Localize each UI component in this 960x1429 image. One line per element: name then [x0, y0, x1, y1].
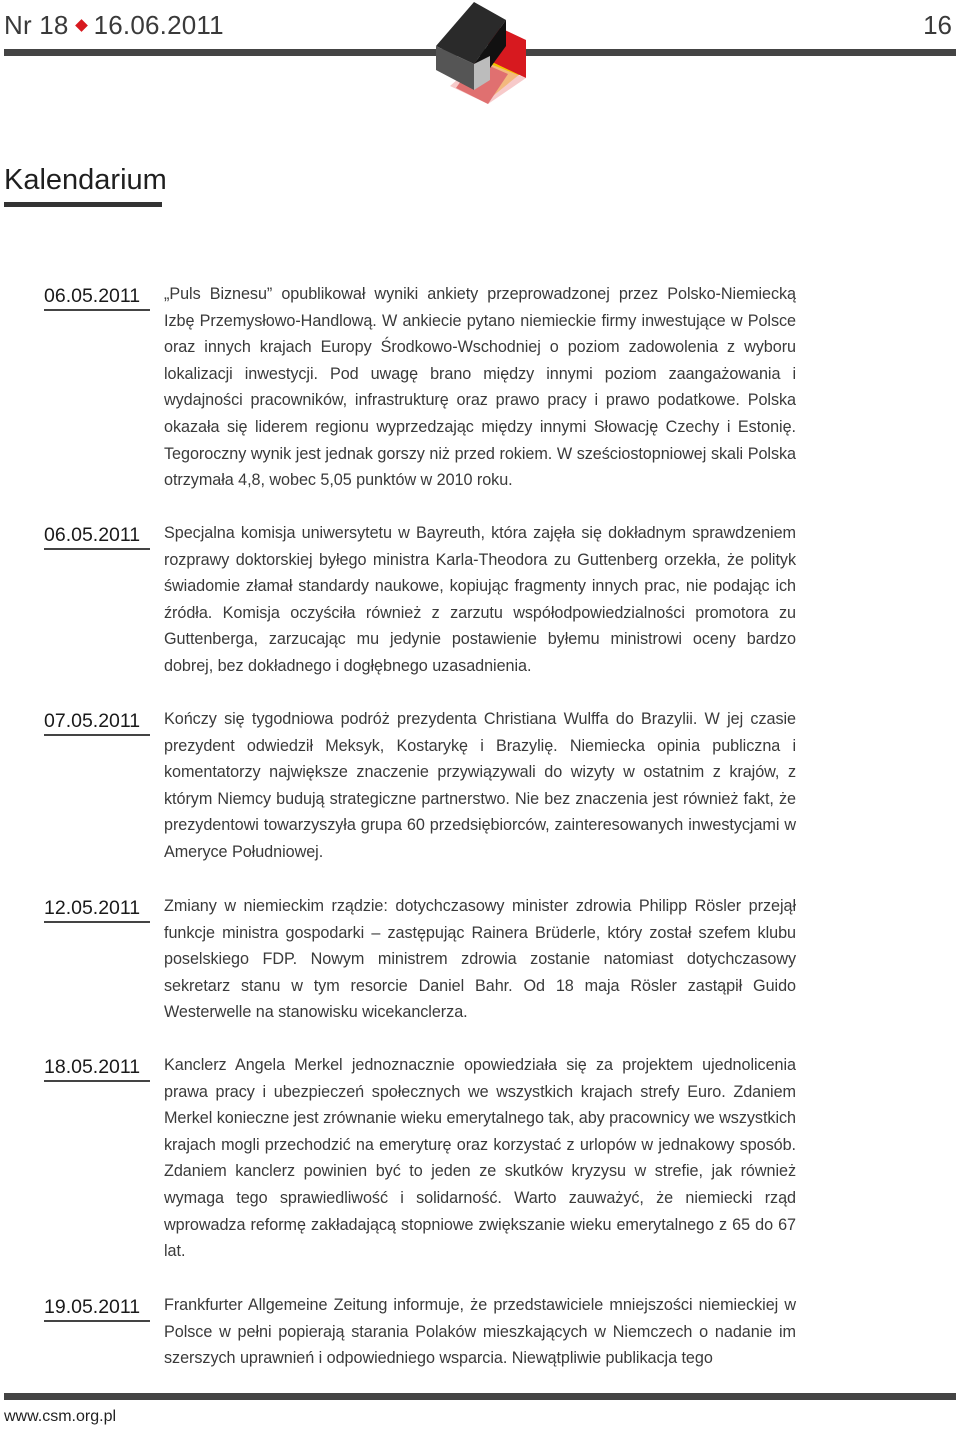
footer-rule — [4, 1393, 956, 1400]
issue-header — [4, 10, 224, 41]
entry-text: Specjalna komisja uniwersytetu w Bayreuth, która zajęła się dokładnym sprawdzeniem rozprawy doktorskiej byłego ministra Karla-Theodora zu Guttenberg orzekła, że polityk świadomie złamał standardy naukowe, kopiując fragmenty innych prac, nie podając ich źródła. Komisja oczyściła również z zarzutu współodpowiedzialności promotora zu Guttenberga, zarzucając mu jedynie postawienie byłemu ministrowi oceny bardzo dobrej, bez dokładnego i dogłębnego uzasadnienia. — [164, 524, 796, 675]
section-title: Kalendarium — [4, 164, 167, 196]
diamond-icon — [75, 19, 88, 32]
entry-date: 06.05.2011 — [44, 284, 150, 311]
entry-text: Kończy się tygodniowa podróż prezydenta Christiana Wulffa do Brazylii. W jej czasie prezydent odwiedził Meksyk, Kostarykę i Brazylię. Niemiecka opinia publiczna i komentatorzy największe znaczenie przywiązywali do wizyty w ostatnim z krajów, z którym Niemcy budują strategiczne partnerstwo. Nie bez znaczenia jest również fakt, że prezydentowi towarzyszyła grupa 60 przedsiębiorców, zainteresowanych inwestycjami w Ameryce Południowej. — [164, 710, 796, 861]
entry-date: 19.05.2011 — [44, 1295, 150, 1322]
entry-text: „Puls Biznesu” opublikował wyniki ankiety przeprowadzonej przez Polsko-Niemiecką Izbę Przemysłowo-Handlową. W ankiecie pytano niemieckie firmy inwestujące w Polsce oraz innych krajach Europy Środkowo-Wschodniej o poziom zadowolenia z wyboru lokalizacji inwestycji. Pod uwagę brano między innymi poziom zaangażowania i wydajności pracowników, infrastrukturę oraz prawo pracy i prawo podatkowe. Polska okazała się liderem regionu wyprzedzając między innymi Słowację Czechy i Estonię. Tegoroczny wynik jest jednak gorszy niż przed rokiem. W sześciostopniowej skali Polska otrzymała 4,8, wobec 5,05 punktów w 2010 roku. — [164, 285, 796, 490]
entry-text: Frankfurter Allgemeine Zeitung informuje, że przedstawiciele mniejszości niemieckiej w Polsce w pełni popierają starania Polaków mieszkających w Niemczech o nadanie im szerszych uprawnień i odpowiedniego wsparcia. Niewątpliwie publikacja tego — [164, 1296, 796, 1368]
issue-date: 16.06.2011 — [93, 10, 224, 40]
entry-date: 18.05.2011 — [44, 1055, 150, 1082]
page-number: 16 — [923, 10, 952, 40]
entry-text: Zmiany w niemieckim rządzie: dotychczasowy minister zdrowia Philipp Rösler przejął funkcje ministra gospodarki – zastępując Rainera Brüderle, który został szefem klubu poselskiego FDP. Nowym ministrem zdrowia zostanie natomiast dotychczasowy sekretarz stanu w tym resorcie Daniel Bahr. Od 18 maja Rösler zastąpił Guido Westerwelle na stanowisku wicekanclerza. — [164, 897, 796, 1022]
footer-url: www.csm.org.pl — [4, 1408, 117, 1425]
entry-text: Kanclerz Angela Merkel jednoznacznie opowiedziała się za projektem ujednolicenia prawa pracy i ubezpieczeń społecznych we wszystkich krajach strefy Euro. Zdaniem Merkel konieczne jest zrównanie wieku emerytalnego tak, aby pracownicy we wszystkich krajach mogli przechodzić na emeryturę oraz korzystać z urlopów w jednakowy sposób. Zdaniem kanclerz powinien być to jeden ze skutków kryzysu w strefie, jak również wymaga tego sprawiedliwość i solidarność. Warto zauważyć, że niemiecki rząd wprowadza reformę zakładającą stopniowe zwiększanie wieku emerytalnego z 65 do 67 lat. — [164, 1056, 796, 1261]
entry-date: 06.05.2011 — [44, 523, 150, 550]
section-title-underline — [4, 202, 162, 207]
cube-logo-icon — [430, 0, 536, 118]
issue-number: Nr 18 — [4, 10, 69, 40]
entry-date: 12.05.2011 — [44, 896, 150, 923]
entry-date: 07.05.2011 — [44, 709, 150, 736]
